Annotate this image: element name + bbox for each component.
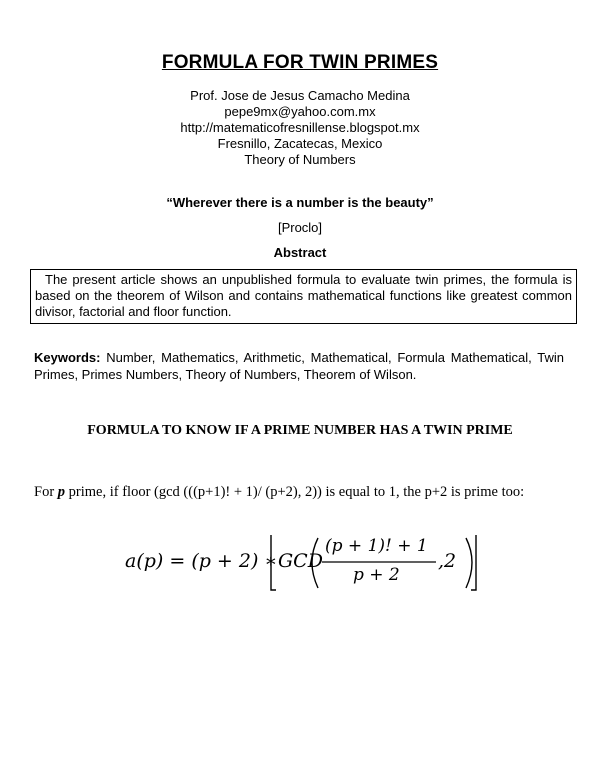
formula-gcd: GCD xyxy=(278,550,323,572)
epigraph-quote: “Wherever there is a number is the beauty” xyxy=(166,195,434,210)
formula-second-arg: ,2 xyxy=(438,550,457,572)
abstract-text: The present article shows an unpublished formula to evaluate twin primes, the formula is based on the theorem of Wilson and contains mathematical functions like greatest common divisor, factorial and floor function. xyxy=(35,272,572,319)
author-email[interactable]: pepe9mx@yahoo.com.mx xyxy=(224,104,376,119)
author-location: Fresnillo, Zacatecas, Mexico xyxy=(217,136,383,151)
right-paren xyxy=(466,538,472,588)
body-variable: p xyxy=(57,484,66,500)
body-paragraph xyxy=(34,483,564,502)
formula-numerator: (p + 1)! + 1 xyxy=(325,536,428,556)
keywords-text: Number, Mathematics, Arithmetic, Mathematical, Formula Mathematical, Twin Primes, Primes Numbers, Theory of Numbers, Theorem of Wilson. xyxy=(34,350,564,382)
body-rest: prime, if floor (gcd (((p+1)! + 1)/ (p+2), 2)) is equal to 1, the p+2 is prime too: xyxy=(65,484,525,500)
section-heading: FORMULA TO KNOW IF A PRIME NUMBER HAS A TWIN PRIME xyxy=(87,423,513,438)
author-field: Theory of Numbers xyxy=(244,152,356,167)
author-url[interactable]: http://matematicofresnillense.blogspot.mx xyxy=(180,120,420,135)
abstract-box xyxy=(30,269,577,324)
formula-lhs: a(p) = (p + 2) ∗ xyxy=(125,550,278,572)
formula xyxy=(125,532,495,596)
author-name: Prof. Jose de Jesus Camacho Medina xyxy=(190,88,410,103)
body-prefix: For xyxy=(34,484,58,500)
keywords xyxy=(34,349,564,383)
abstract-heading: Abstract xyxy=(273,245,327,260)
epigraph-source: [Proclo] xyxy=(277,220,323,235)
keywords-label: Keywords: xyxy=(34,350,101,365)
formula-denominator: p + 2 xyxy=(353,565,400,585)
floor-left-bracket xyxy=(271,535,276,590)
paper-title: FORMULA FOR TWIN PRIMES xyxy=(161,52,439,73)
